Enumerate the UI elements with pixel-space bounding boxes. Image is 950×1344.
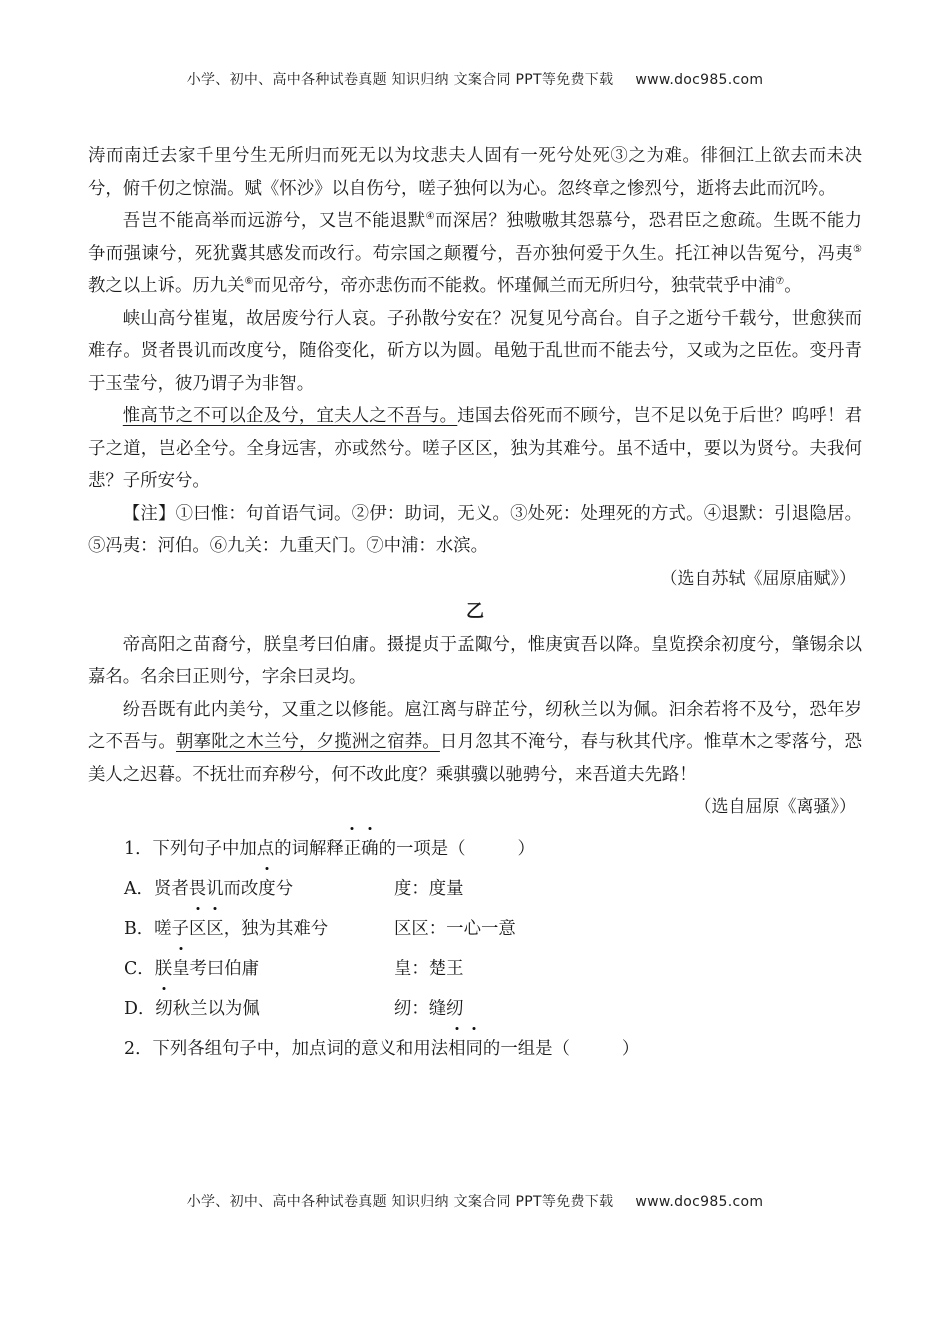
option-c-pre: C．朕 (124, 959, 173, 979)
option-d-emphasis: 纫 (155, 989, 172, 1029)
option-d-pre: D． (124, 999, 156, 1019)
jia-paragraph-2 (88, 205, 862, 303)
yi-paragraph-1: 帝高阳之苗裔兮，朕皇考曰伯庸。摄提贞于孟陬兮，惟庚寅吾以降。皇览揆余初度兮，肇锡余以嘉名。名余曰正则兮，字余曰灵均。 (88, 634, 862, 687)
footnote-ref-5: ⑤ (853, 243, 862, 255)
header-text: 小学、初中、高中各种试卷真题 知识归纳 文案合同 PPT等免费下载 (186, 72, 614, 88)
footnote-ref-7: ⑦ (775, 276, 785, 288)
q1-emphasis-1: 正 (344, 829, 361, 869)
footnote-ref-4: ④ (425, 211, 435, 223)
yi-p2-text-a: 纷吾既有此内美兮，又重之以修能。扈江离与辟芷兮，纫秋兰以为佩。汩余若将不及兮，恐年岁之不吾与。 (88, 699, 862, 752)
underlined-sentence-jia: 惟高节之不可以企及兮，宜夫人之不吾与。 (122, 406, 458, 426)
q2-emphasis-1: 相 (448, 1029, 465, 1069)
jia-paragraph-1: 涛而南迁去家千里兮生无所归而死无以为坟悲夫人固有一死兮处死③之为难。徘徊江上欲去而未决兮，俯千仞之惊湍。赋《怀沙》以自伤兮，嗟子独何以为心。忽终章之惨烈兮，逝将去此而沉吟。 (88, 146, 862, 199)
section-heading-yi: 乙 (466, 600, 484, 622)
option-d[interactable] (88, 989, 862, 1029)
q2-emphasis-2: 同 (466, 1029, 483, 1069)
annotation-note: 【注】①曰惟：句首语气词。②伊：助词，无义。③处死：处理死的方式。④退默：引退隐居。⑤冯夷：河伯。⑥九关：九重天门。⑦中浦：水滨。 (88, 503, 862, 556)
footnote-ref-6: ⑥ (244, 276, 254, 288)
option-c[interactable] (88, 949, 862, 989)
option-b[interactable] (88, 909, 862, 949)
option-c-post: 考曰伯庸 (189, 959, 260, 979)
footer-url[interactable]: www.doc985.com (635, 1194, 764, 1210)
jia-p2-text-e: 。 (784, 276, 802, 296)
option-c-explanation: 皇：楚王 (394, 959, 464, 979)
jia-p2-text-d: 而见帝兮，帝亦悲伤而不能救。怀瑾佩兰而无所归兮，独茕茕乎中浦 (253, 276, 776, 296)
option-b-pre: B．嗟子 (124, 919, 189, 939)
jia-paragraph-3: 峡山高兮崔嵬，故居废兮行人哀。子孙散兮安在？况复见兮高台。自子之逝兮千载兮，世愈狭而难存。贤者畏讥而改度兮，随俗变化，斫方以为圆。黾勉于乱世而不能去兮，又或为之臣佐。变丹青于玉莹兮，彼乃谓子为非智。 (88, 308, 862, 394)
jia-p4-rest: 违国去俗死而不顾兮，岂不足以免于后世？呜呼！君子之道，岂必全兮。全身远害，亦或然兮。嗟子区区，独为其难兮。虽不适中，要以为贤兮。夫我何悲？子所安兮。 (88, 406, 862, 491)
q2-stem-a: 2．下列各组句子中，加点词的意义和用法 (124, 1039, 449, 1059)
page-footer (0, 1191, 950, 1211)
page-header (0, 69, 950, 89)
document-body (88, 140, 862, 1069)
yi-p2-text-b: 日月忽其不淹兮，春与秋其代序。惟草木之零落兮，恐美人之迟暮。不抚壮而弃秽兮，何不改此度？乘骐骥以驰骋兮，来吾道夫先路！ (88, 732, 862, 785)
option-a-emphasis: 度 (258, 869, 275, 909)
option-b-emphasis (189, 919, 224, 939)
source-yi: （选自屈原《离骚》） (694, 797, 856, 817)
jia-paragraph-4 (88, 400, 862, 498)
q1-stem-a: 1．下列句子中加点的词解释 (124, 839, 344, 859)
jia-p2-text-a: 吾岂不能高举而远游兮，又岂不能退默 (122, 211, 426, 231)
q1-stem-b: 的一项是（ (378, 839, 466, 859)
header-url[interactable]: www.doc985.com (635, 72, 764, 88)
question-2 (88, 1029, 862, 1069)
option-d-post: 秋兰以为佩 (172, 999, 260, 1019)
q2-stem-c: ） (621, 1039, 640, 1059)
question-1 (88, 829, 862, 869)
yi-paragraph-2 (88, 694, 862, 792)
underlined-sentence-yi: 朝搴阰之木兰兮，夕揽洲之宿莽。 (175, 732, 440, 752)
jia-p2-text-b: 而深居？独嗷嗷其怨慕兮，恐君臣之愈疏。生既不能力争而强谏兮，死犹冀其感发而改行。苟宗国之颠覆兮，吾亦独何爱于久生。托江神以告冤兮，冯夷 (88, 211, 862, 264)
option-a-pre: A．贤者畏讥而改 (124, 879, 259, 899)
q1-emphasis-2: 确 (361, 829, 378, 869)
footer-text: 小学、初中、高中各种试卷真题 知识归纳 文案合同 PPT等免费下载 (186, 1194, 614, 1210)
q2-stem-b: 的一组是（ (482, 1039, 570, 1059)
option-a-post: 兮 (275, 879, 294, 899)
source-jia: （选自苏轼《屈原庙赋》） (660, 568, 856, 589)
option-b-post: ，独为其难兮 (223, 919, 329, 939)
q1-stem-c: ） (517, 839, 535, 859)
option-a-explanation: 度：度量 (394, 879, 464, 899)
option-b-explanation: 区区：一心一意 (394, 919, 516, 939)
option-a[interactable] (88, 869, 862, 909)
jia-p2-text-c: 教之以上诉。历九关 (88, 276, 245, 296)
option-d-explanation: 纫：缝纫 (394, 999, 464, 1019)
option-b-emphasis-char: 区 (206, 909, 223, 949)
option-b-emphasis-char: 区 (189, 909, 206, 949)
option-c-emphasis: 皇 (172, 949, 189, 989)
option-b-emphasis-text (189, 919, 224, 939)
